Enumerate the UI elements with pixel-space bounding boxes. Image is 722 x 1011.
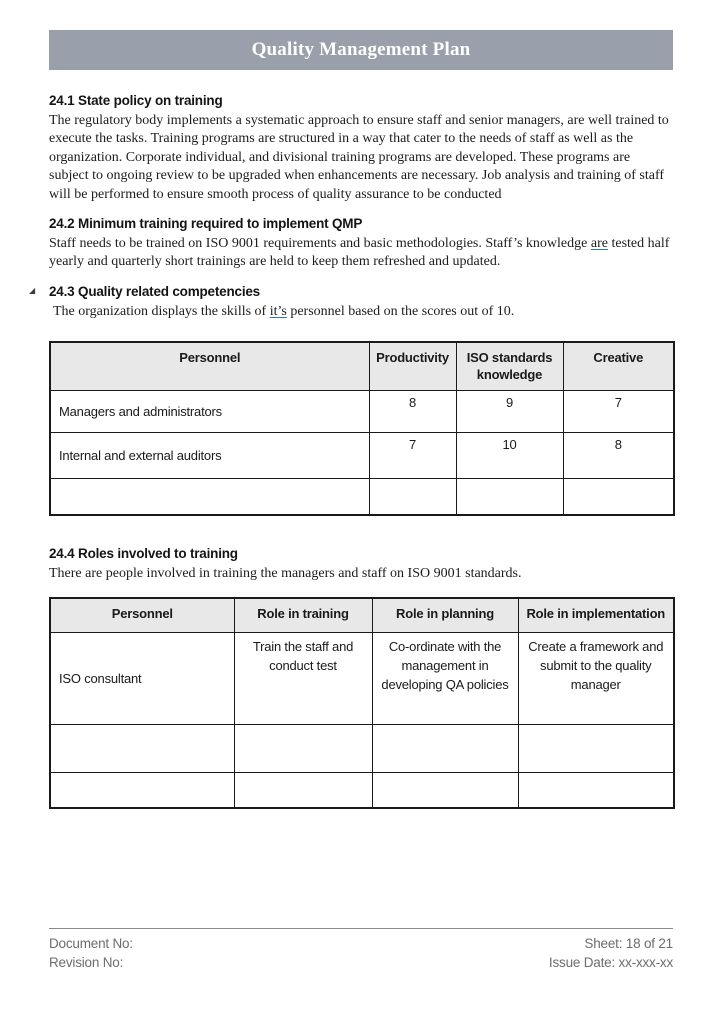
table-cell <box>518 725 674 773</box>
body-text: tested half yearly and quarterly short trainings are held to keep them refreshed and updated. <box>49 236 670 270</box>
table-cell <box>234 773 372 808</box>
section-body-24-2 <box>49 235 673 272</box>
revision-no-label: Revision No: <box>49 955 124 970</box>
roles-table <box>49 597 675 809</box>
page-footer <box>49 928 673 972</box>
section-heading-24-3 <box>29 283 673 299</box>
page-title: Quality Management Plan <box>251 39 471 60</box>
section-body-24-1: The regulatory body implements a systematic approach to ensure staff and senior managers, are well trained to execute the tasks. Training programs are structured in a way that cater to the needs of staff as well as the organization. Corporate individual, and divisional training programs are developed. These programs are subject to ongoing review to be upgraded when enhancements are necessary. Job analysis and training of staff will be performed to ensure smooth process of quality assurance to be conducted <box>49 113 669 202</box>
column-header: Role in implementation <box>518 598 674 633</box>
table-cell: Internal and external auditors <box>50 432 369 478</box>
body-text: personnel based on the scores out of 10. <box>286 303 515 319</box>
table-cell <box>369 478 456 515</box>
column-header: Role in training <box>234 598 372 633</box>
table-cell <box>456 478 563 515</box>
table-cell <box>518 773 674 808</box>
table-row <box>50 633 674 725</box>
section-heading-24-4: 24.4 Roles involved to training <box>49 546 238 562</box>
table-header-row <box>50 342 674 390</box>
table-row <box>50 432 674 478</box>
table-cell: Co-ordinate with the management in developing QA policies <box>372 633 518 725</box>
underlined-word: it’s <box>269 303 287 319</box>
footer-left <box>49 934 133 972</box>
section-body-24-4: There are people involved in training the managers and staff on ISO 9001 standards. <box>49 566 522 582</box>
section-heading-24-2: 24.2 Minimum training required to implement QMP <box>49 216 363 232</box>
underlined-word: are <box>590 236 608 252</box>
collapse-triangle-icon[interactable]: ◢ <box>29 285 35 295</box>
table-row-empty <box>50 478 674 515</box>
column-header: Role in planning <box>372 598 518 633</box>
body-text: The organization displays the skills of <box>53 303 270 319</box>
table-cell: 7 <box>563 390 674 432</box>
document-content <box>29 30 673 809</box>
section-heading-24-1: 24.1 State policy on training <box>49 93 223 108</box>
section-body-24-3 <box>49 303 673 321</box>
table-cell <box>50 773 234 808</box>
column-header: Personnel <box>50 342 369 390</box>
table-row-empty <box>50 725 674 773</box>
table-cell: ISO consultant <box>50 633 234 725</box>
table-cell <box>50 725 234 773</box>
table-cell <box>234 725 372 773</box>
table-cell: 8 <box>563 432 674 478</box>
column-header: Creative <box>563 342 674 390</box>
footer-right <box>549 934 673 972</box>
table-cell: 8 <box>369 390 456 432</box>
section-heading-text: 24.3 Quality related competencies <box>49 283 260 299</box>
sheet-label: Sheet: 18 of 21 <box>584 936 673 951</box>
table-cell <box>372 725 518 773</box>
body-text: Staff needs to be trained on ISO 9001 requirements and basic methodologies. Staff’s knowledge <box>49 236 591 252</box>
table-cell: Train the staff and conduct test <box>234 633 372 725</box>
table-header-row <box>50 598 674 633</box>
table-cell <box>372 773 518 808</box>
table-row-empty <box>50 773 674 808</box>
table-row <box>50 390 674 432</box>
table-cell: 9 <box>456 390 563 432</box>
issue-date-label: Issue Date: xx-xxx-xx <box>548 955 673 970</box>
column-header: ISO standards knowledge <box>456 342 563 390</box>
table-cell <box>563 478 674 515</box>
column-header: Personnel <box>50 598 234 633</box>
document-no-label: Document No: <box>49 936 133 951</box>
table-cell: 10 <box>456 432 563 478</box>
table-cell <box>50 478 369 515</box>
column-header: Productivity <box>369 342 456 390</box>
table-cell: Managers and administrators <box>50 390 369 432</box>
competency-table <box>49 341 675 516</box>
document-title-bar <box>49 30 673 70</box>
table-cell: 7 <box>369 432 456 478</box>
table-cell: Create a framework and submit to the quality manager <box>518 633 674 725</box>
